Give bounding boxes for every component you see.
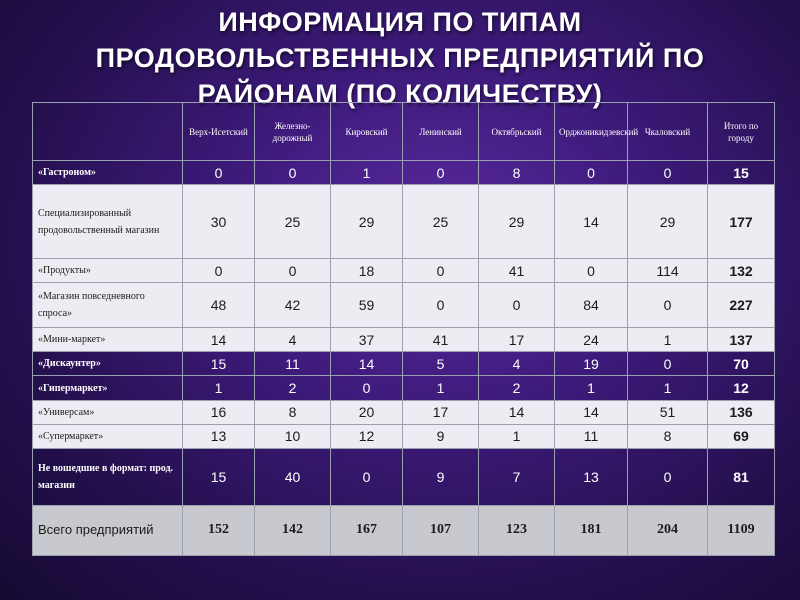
row-label: «Магазин повседневного спроса»	[33, 283, 183, 328]
table-row	[33, 328, 775, 352]
row-label: «Гипермаркет»	[33, 376, 183, 400]
value-cell: 25	[255, 185, 331, 259]
row-label: «Продукты»	[33, 259, 183, 283]
title-line-1: ИНФОРМАЦИЯ ПО ТИПАМ	[218, 7, 582, 37]
value-cell: 14	[555, 185, 628, 259]
header-corner	[33, 103, 183, 161]
value-cell: 14	[555, 400, 628, 424]
column-header: Ленинский	[403, 103, 479, 161]
value-cell: 0	[183, 161, 255, 185]
value-cell: 20	[331, 400, 403, 424]
value-cell: 8	[479, 161, 555, 185]
value-cell: 17	[403, 400, 479, 424]
value-cell: 30	[183, 185, 255, 259]
value-cell: 0	[403, 161, 479, 185]
value-cell: 5	[403, 352, 479, 376]
value-cell: 0	[255, 161, 331, 185]
value-cell: 11	[555, 424, 628, 448]
table-row	[33, 161, 775, 185]
title-line-2: ПРОДОВОЛЬСТВЕННЫХ ПРЕДПРИЯТИЙ ПО	[95, 43, 705, 73]
table-row	[33, 376, 775, 400]
value-cell: 0	[255, 259, 331, 283]
column-header: Октябрьский	[479, 103, 555, 161]
value-cell: 13	[555, 448, 628, 505]
value-cell: 7	[479, 448, 555, 505]
column-header: Железно-дорожный	[255, 103, 331, 161]
total-cell: 15	[708, 161, 775, 185]
title-line-3: РАЙОНАМ (ПО КОЛИЧЕСТВУ)	[197, 79, 603, 109]
page-title	[0, 4, 800, 112]
value-cell: 25	[403, 185, 479, 259]
table-row	[33, 424, 775, 448]
value-cell: 15	[183, 352, 255, 376]
row-label: «Супермаркет»	[33, 424, 183, 448]
value-cell: 84	[555, 283, 628, 328]
value-cell: 15	[183, 448, 255, 505]
value-cell: 9	[403, 424, 479, 448]
total-cell: 70	[708, 352, 775, 376]
value-cell: 1	[628, 376, 708, 400]
row-label: «Гастроном»	[33, 161, 183, 185]
value-cell: 0	[555, 259, 628, 283]
column-header: Итого по городу	[708, 103, 775, 161]
table-row	[33, 400, 775, 424]
column-header: Чкаловский	[628, 103, 708, 161]
value-cell: 10	[255, 424, 331, 448]
total-cell: 1109	[708, 505, 775, 555]
total-cell: 136	[708, 400, 775, 424]
value-cell: 16	[183, 400, 255, 424]
table-row	[33, 259, 775, 283]
table-row	[33, 283, 775, 328]
value-cell: 142	[255, 505, 331, 555]
value-cell: 14	[183, 328, 255, 352]
value-cell: 17	[479, 328, 555, 352]
value-cell: 4	[479, 352, 555, 376]
column-header: Кировский	[331, 103, 403, 161]
value-cell: 40	[255, 448, 331, 505]
value-cell: 0	[628, 283, 708, 328]
value-cell: 0	[183, 259, 255, 283]
value-cell: 0	[403, 283, 479, 328]
total-cell: 69	[708, 424, 775, 448]
value-cell: 59	[331, 283, 403, 328]
value-cell: 0	[555, 161, 628, 185]
value-cell: 0	[331, 448, 403, 505]
value-cell: 29	[628, 185, 708, 259]
value-cell: 1	[479, 424, 555, 448]
value-cell: 42	[255, 283, 331, 328]
value-cell: 123	[479, 505, 555, 555]
value-cell: 29	[331, 185, 403, 259]
table-header-row	[33, 103, 775, 161]
value-cell: 41	[403, 328, 479, 352]
table-row	[33, 448, 775, 505]
row-label: «Универсам»	[33, 400, 183, 424]
value-cell: 12	[331, 424, 403, 448]
value-cell: 0	[331, 376, 403, 400]
value-cell: 114	[628, 259, 708, 283]
value-cell: 0	[628, 448, 708, 505]
value-cell: 24	[555, 328, 628, 352]
total-cell: 81	[708, 448, 775, 505]
value-cell: 29	[479, 185, 555, 259]
value-cell: 0	[479, 283, 555, 328]
value-cell: 2	[479, 376, 555, 400]
column-header: Орджоникидзевский	[555, 103, 628, 161]
total-cell: 137	[708, 328, 775, 352]
value-cell: 1	[183, 376, 255, 400]
value-cell: 19	[555, 352, 628, 376]
value-cell: 1	[555, 376, 628, 400]
value-cell: 37	[331, 328, 403, 352]
value-cell: 1	[331, 161, 403, 185]
value-cell: 13	[183, 424, 255, 448]
value-cell: 51	[628, 400, 708, 424]
value-cell: 4	[255, 328, 331, 352]
total-cell: 132	[708, 259, 775, 283]
total-cell: 227	[708, 283, 775, 328]
value-cell: 0	[628, 161, 708, 185]
value-cell: 152	[183, 505, 255, 555]
value-cell: 8	[628, 424, 708, 448]
enterprise-table	[32, 102, 775, 556]
value-cell: 14	[331, 352, 403, 376]
table-body	[33, 161, 775, 556]
row-label: Не вошедшие в формат: прод. магазин	[33, 448, 183, 505]
value-cell: 204	[628, 505, 708, 555]
column-header: Верх-Исетский	[183, 103, 255, 161]
table-row	[33, 352, 775, 376]
value-cell: 1	[628, 328, 708, 352]
value-cell: 1	[403, 376, 479, 400]
value-cell: 41	[479, 259, 555, 283]
value-cell: 11	[255, 352, 331, 376]
value-cell: 107	[403, 505, 479, 555]
value-cell: 2	[255, 376, 331, 400]
value-cell: 0	[403, 259, 479, 283]
value-cell: 8	[255, 400, 331, 424]
row-label: Специализированный продовольственный магазин	[33, 185, 183, 259]
value-cell: 167	[331, 505, 403, 555]
total-cell: 12	[708, 376, 775, 400]
value-cell: 48	[183, 283, 255, 328]
value-cell: 14	[479, 400, 555, 424]
table-row	[33, 185, 775, 259]
total-cell: 177	[708, 185, 775, 259]
value-cell: 9	[403, 448, 479, 505]
value-cell: 0	[628, 352, 708, 376]
row-label: Всего предприятий	[33, 505, 183, 555]
value-cell: 181	[555, 505, 628, 555]
row-label: «Дискаунтер»	[33, 352, 183, 376]
row-label: «Мини-маркет»	[33, 328, 183, 352]
total-row	[33, 505, 775, 555]
value-cell: 18	[331, 259, 403, 283]
